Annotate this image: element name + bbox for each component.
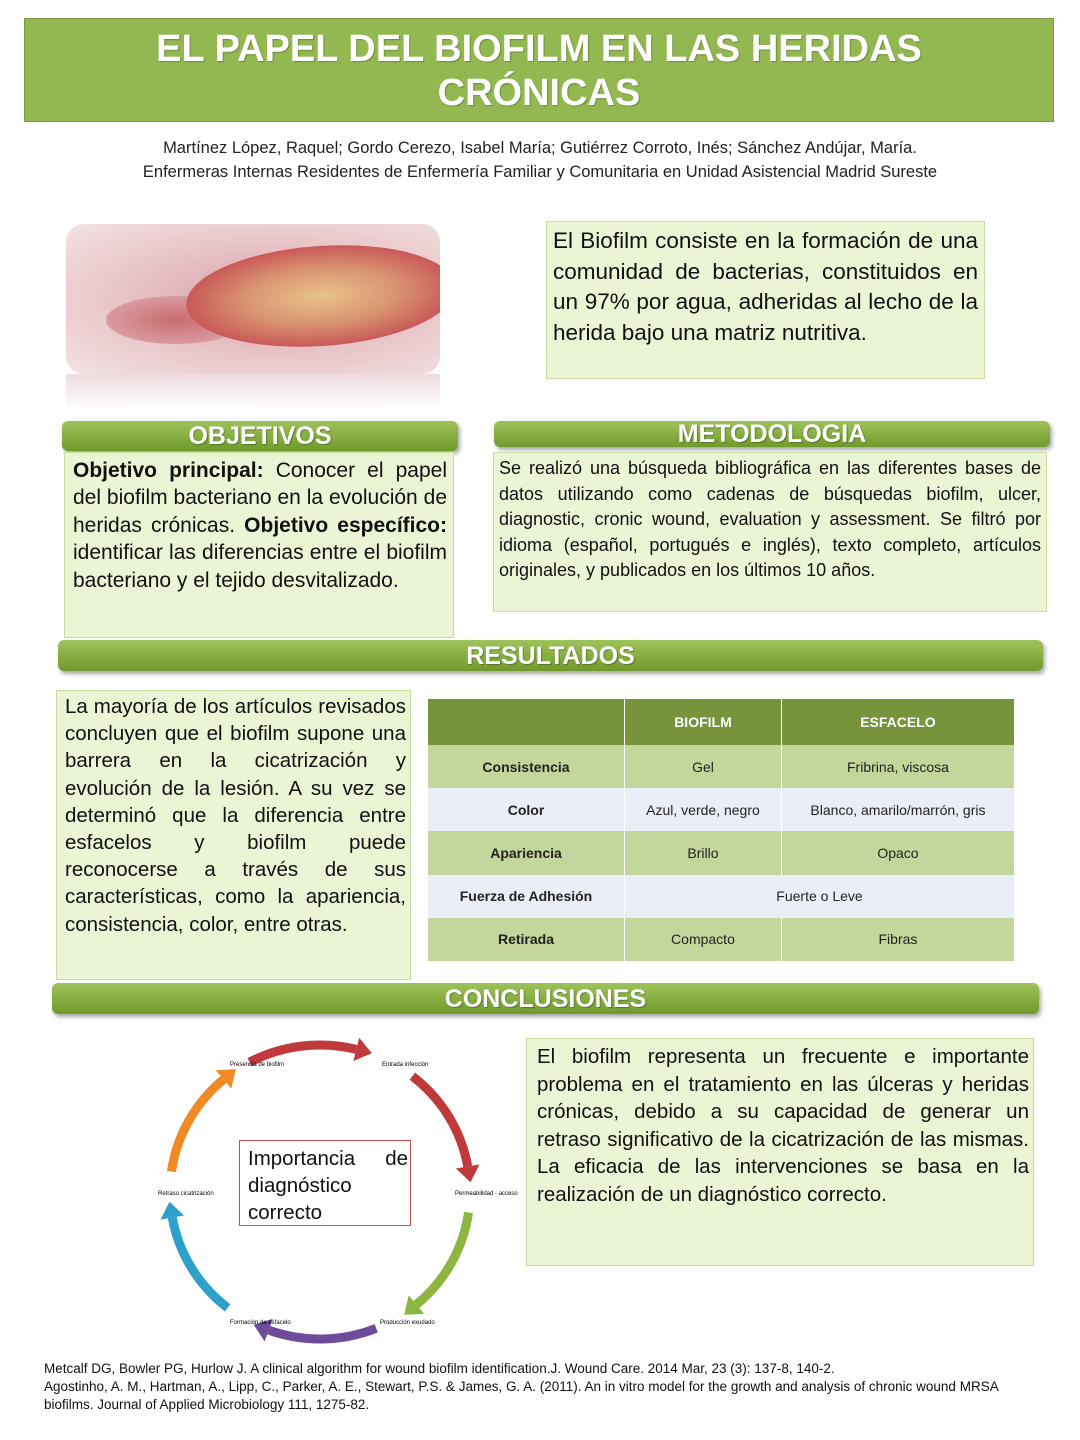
- cycle-arrow-head: [456, 1164, 480, 1182]
- conclusiones-box: [526, 1038, 1034, 1266]
- results-table-wrapper: [428, 699, 1015, 961]
- objetivos-heading: OBJETIVOS: [62, 421, 458, 451]
- author-affiliation: Enfermeras Internas Residentes de Enfermería Familiar y Comunitaria en Unidad Asistencial Madrid Sureste: [142, 163, 938, 181]
- table-header-row: [428, 699, 1015, 745]
- references: [44, 1360, 1034, 1414]
- biofilm-cell: Brillo: [625, 831, 782, 874]
- cycle-arrow: [250, 1045, 357, 1062]
- cycle-arrow-head: [160, 1202, 184, 1220]
- row-label: Color: [428, 788, 625, 831]
- resultados-box: [56, 690, 411, 980]
- metodologia-text: Se realizó una búsqueda bibliográfica en las diferentes bases de datos utilizando como cadenas de búsquedas biofilm, ulcer, diagnostic, cronic wound, evaluation y assessment. Se filtró por idioma (español, portugués e inglés), texto completo, artículos originales, y publicados en los últimos 10 años.: [499, 458, 1041, 580]
- esfacelo-cell: Blanco, amarilo/marrón, gris: [781, 788, 1014, 831]
- poster-title: [25, 19, 1053, 115]
- conclusiones-heading: CONCLUSIONES: [52, 983, 1039, 1014]
- objetivos-text: [73, 457, 447, 594]
- cycle-label: Producción exudado: [380, 1320, 435, 1326]
- table-row: [428, 788, 1015, 831]
- row-label: Apariencia: [428, 831, 625, 874]
- biofilm-cell: Gel: [625, 745, 782, 788]
- wound-photo: [66, 224, 440, 374]
- cycle-arrow: [171, 1079, 223, 1171]
- intro-box: [546, 221, 985, 379]
- metodologia-heading: METODOLOGIA: [494, 421, 1050, 447]
- cycle-label: Formación de esfacelo: [230, 1320, 291, 1326]
- esfacelo-cell: Fibras: [781, 918, 1014, 961]
- author-names: Martínez López, Raquel; Gordo Cerezo, Isabel María; Gutiérrez Corroto, Inés; Sánchez Andújar, María.: [163, 139, 917, 157]
- row-label: Consistencia: [428, 745, 625, 788]
- resultados-heading: RESULTADOS: [58, 640, 1043, 671]
- esfacelo-cell: Opaco: [781, 831, 1014, 874]
- cycle-arrow: [172, 1218, 227, 1308]
- table-row: [428, 918, 1015, 961]
- cycle-arrow: [416, 1212, 468, 1304]
- metodologia-box: [493, 452, 1047, 612]
- row-label: Fuerza de Adhesión: [428, 875, 625, 918]
- results-table: [428, 699, 1015, 961]
- photo-reflection: [66, 374, 440, 410]
- cycle-label: Retraso cicatrización: [158, 1191, 214, 1197]
- authors-block: [0, 136, 1080, 184]
- table-row: [428, 831, 1015, 874]
- header-cell-esfacelo: ESFACELO: [781, 699, 1014, 745]
- cycle-center-box: [239, 1140, 411, 1226]
- title-line-1: EL PAPEL DEL BIOFILM EN LAS HERIDAS: [156, 28, 922, 70]
- cycle-arrow: [269, 1328, 376, 1339]
- header-cell-biofilm: BIOFILM: [625, 699, 782, 745]
- row-label: Retirada: [428, 918, 625, 961]
- biofilm-cell: Compacto: [625, 918, 782, 961]
- cycle-label: Presencia de biofilm: [230, 1062, 285, 1068]
- merged-cell: Fuerte o Leve: [625, 875, 1015, 918]
- objetivo-principal-text: Conocer el papel del biofilm bacteriano en la evolución de heridas crónicas.: [73, 459, 448, 537]
- reference-1: Metcalf DG, Bowler PG, Hurlow J. A clinical algorithm for wound biofilm identification.J. Wound Care. 2014 Mar, 23 (3): 137-8, 140-2.: [44, 1361, 835, 1376]
- cycle-label: Entrada infección: [382, 1062, 429, 1068]
- intro-text: El Biofilm consiste en la formación de una comunidad de bacterias, constituidos en un 97% por agua, adheridas al lecho de la herida bajo una matriz nutritiva.: [553, 228, 978, 345]
- objetivo-especifico-label: Objetivo específico:: [244, 513, 447, 537]
- objetivos-box: [64, 452, 454, 638]
- header-cell-empty: [428, 699, 625, 745]
- title-banner: [24, 18, 1054, 122]
- reference-2: Agostinho, A. M., Hartman, A., Lipp, C., Parker, A. E., Stewart, P.S. & James, G. A. (2011). An in vitro model for the growth and analysis of chronic wound MRSA biofilms. Journal of Applied Microbiology 111, 1275-82.: [44, 1379, 998, 1412]
- title-line-2: CRÓNICAS: [437, 72, 641, 114]
- esfacelo-cell: Fribrina, viscosa: [781, 745, 1014, 788]
- conclusiones-text: El biofilm representa un frecuente e importante problema en el tratamiento en las úlceras y heridas crónicas, debido a su capacidad de generar un retraso significativo de la cicatrización de las mismas. La eficacia de las intervenciones se basa en la realización de un diagnóstico correcto.: [537, 1045, 1029, 1206]
- cycle-label: Permeabilidad - acceso: [455, 1191, 518, 1197]
- table-row: [428, 745, 1015, 788]
- resultados-text: La mayoría de los artículos revisados concluyen que el biofilm supone una barrera en la cicatrización y evolución de la lesión. A su vez se determinó que la diferencia entre esfacelos y biofilm puede reconocerse a través de sus características, como la apariencia, consistencia, color, entre otras.: [65, 695, 406, 936]
- cycle-arrow: [412, 1076, 467, 1166]
- table-row: [428, 875, 1015, 918]
- objetivo-especifico-text: identificar las diferencias entre el biofilm bacteriano y el tejido desvitalizado.: [73, 541, 447, 592]
- cycle-center-text: Importancia de diagnóstico correcto: [248, 1147, 408, 1224]
- biofilm-cell: Azul, verde, negro: [625, 788, 782, 831]
- objetivo-principal-label: Objetivo principal:: [73, 459, 264, 482]
